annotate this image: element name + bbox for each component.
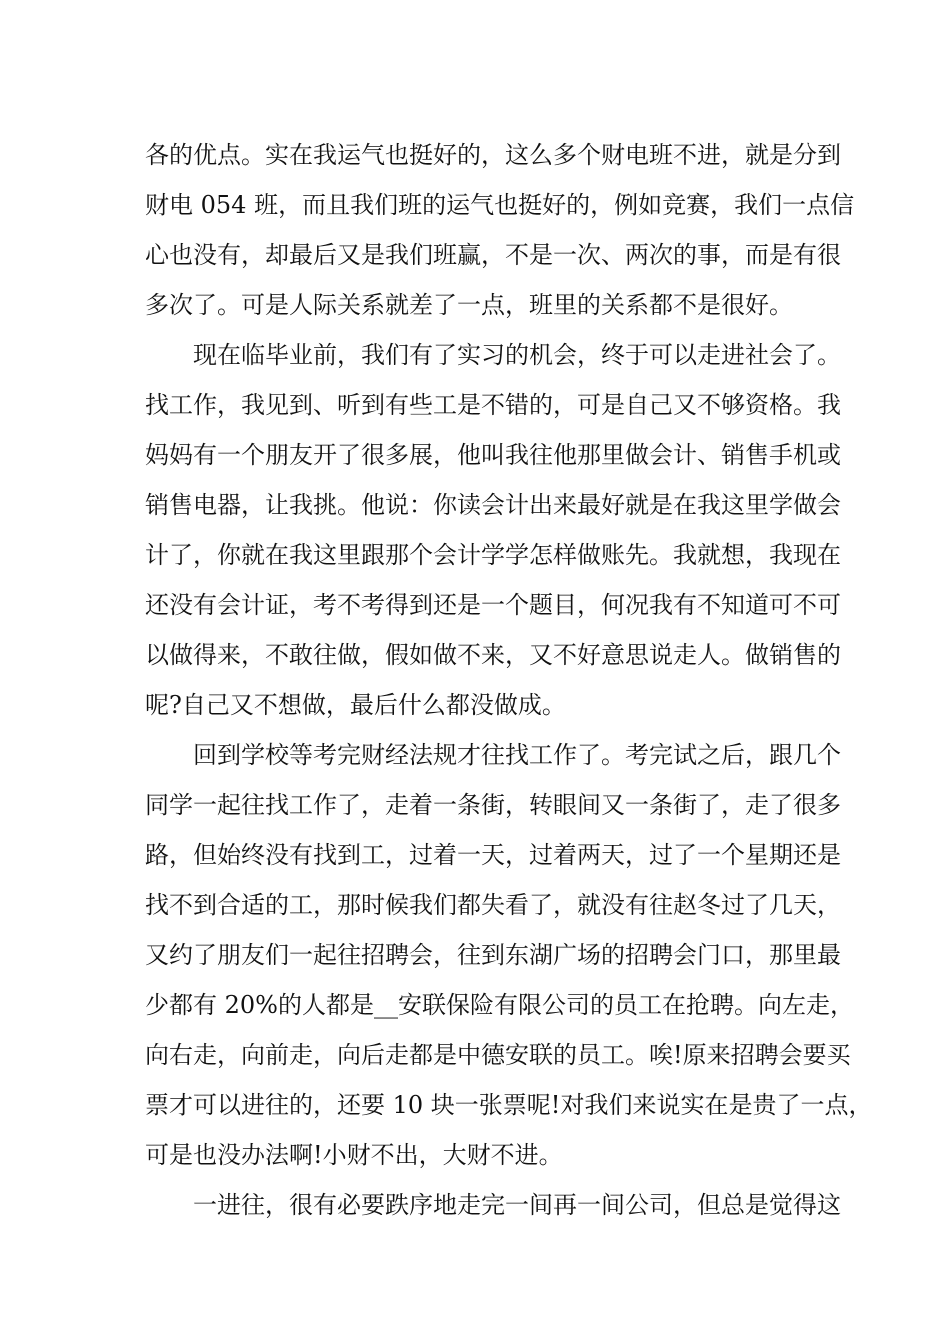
text-line: 路，但始终没有找到工，过着一天，过着两天，过了一个星期还是 xyxy=(145,841,841,869)
text-line: 财电 054 班，而且我们班的运气也挺好的，例如竞赛，我们一点信 xyxy=(145,191,855,219)
body-text xyxy=(145,130,873,1230)
text-line: 呢?自己又不想做，最后什么都没做成。 xyxy=(145,691,566,719)
text-line: 心也没有，却最后又是我们班赢，不是一次、两次的事，而是有很 xyxy=(145,241,841,269)
text-line: 以做得来，不敢往做，假如做不来，又不好意思说走人。做销售的 xyxy=(145,641,841,669)
text-line: 销售电器，让我挑。他说：你读会计出来最好就是在我这里学做会 xyxy=(145,491,841,519)
text-line: 还没有会计证，考不考得到还是一个题目，何况我有不知道可不可 xyxy=(145,591,841,619)
text-line: 同学一起往找工作了，走着一条街，转眼间又一条街了，走了很多 xyxy=(145,791,841,819)
text-line: 找不到合适的工，那时候我们都失看了，就没有往赵冬过了几天， xyxy=(145,891,841,919)
text-line: 多次了。可是人际关系就差了一点，班里的关系都不是很好。 xyxy=(145,291,793,319)
paragraph-first-line: 现在临毕业前，我们有了实习的机会，终于可以走进社会了。 xyxy=(193,341,841,369)
text-line: 妈妈有一个朋友开了很多展，他叫我往他那里做会计、销售手机或 xyxy=(145,441,841,469)
text-line: 可是也没办法啊!小财不出，大财不进。 xyxy=(145,1141,563,1169)
text-line: 找工作，我见到、听到有些工是不错的，可是自己又不够资格。我 xyxy=(145,391,841,419)
text-line: 少都有 20%的人都是__安联保险有限公司的员工在抢聘。向左走， xyxy=(145,991,854,1019)
text-line: 向右走，向前走，向后走都是中德安联的员工。唉!原来招聘会要买 xyxy=(145,1041,851,1069)
paragraph-first-line: 回到学校等考完财经法规才往找工作了。考完试之后，跟几个 xyxy=(193,741,841,769)
paragraph-first-line: 一进往，很有必要跌序地走完一间再一间公司，但总是觉得这 xyxy=(193,1191,841,1219)
text-line: 各的优点。实在我运气也挺好的，这么多个财电班不进，就是分到 xyxy=(145,141,841,169)
text-line: 计了，你就在我这里跟那个会计学学怎样做账先。我就想，我现在 xyxy=(145,541,841,569)
text-line: 又约了朋友们一起往招聘会，往到东湖广场的招聘会门口，那里最 xyxy=(145,941,841,969)
text-line: 票才可以进往的，还要 10 块一张票呢!对我们来说实在是贵了一点， xyxy=(145,1091,873,1119)
